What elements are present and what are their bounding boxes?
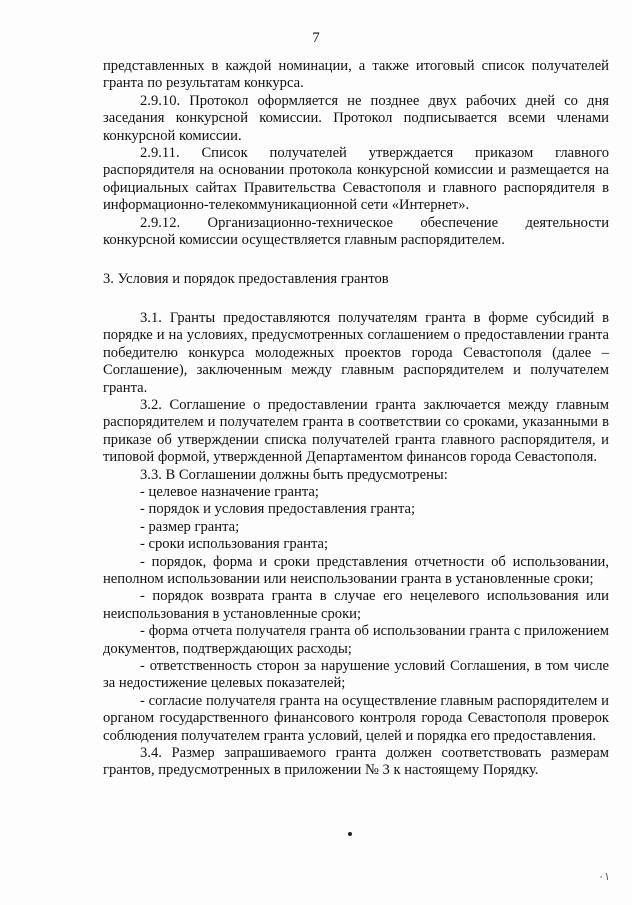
list-item: - порядок и условия предоставления гранта; [140,501,416,518]
paragraph-3-2: 3.2. Соглашение о предоставлении гранта заключается между главным распорядителем и получателем гранта в соответствии со сроками, указанными в приказе об утверждении списка получателей гранта главного распорядителя, и типовой формой, утвержденной Департаментом финансов города Севастополя. [103,396,609,466]
list-item: - целевое назначение гранта; [140,483,319,500]
list-item: - согласие получателя гранта на осуществление главным распорядителем и органом государственного финансового контроля города Севастополя проверок соблюдения получателем гранта условий, целей и порядка его предоставления. [103,692,609,744]
paragraph-2-9-10: 2.9.10. Протокол оформляется не позднее двух рабочих дней со дня заседания конкурсной комиссии. Протокол подписывается всеми членами конкурсной комиссии. [103,92,609,144]
list-item: - порядок, форма и сроки представления отчетности об использовании, неполном использовании или неиспользовании гранта в установленные сроки; [103,553,609,587]
list-item: - порядок возврата гранта в случае его нецелевого использования или неиспользования в установленные сроки; [103,588,609,622]
paragraph-3-1: 3.1. Гранты предоставляются получателям гранта в форме субсидий в порядке и на условиях, предусмотренных соглашением о предоставлении гранта победителю конкурса молодежных проектов города Севастополя (далее – Соглашение), заключенным между главным распорядителем и получателем гранта. [103,309,609,396]
paragraph-2-9-12: 2.9.12. Организационно-техническое обеспечение деятельности конкурсной комиссии осуществляется главным распорядителем. [103,214,609,249]
corner-mark: ۰۱ [598,871,610,883]
paragraph-continuation: представленных в каждой номинации, а также итоговый список получателей гранта по результатам конкурса. [103,58,609,92]
section-heading: 3. Условия и порядок предоставления грантов [103,271,389,288]
list-item: - форма отчета получателя гранта об использовании гранта с приложением документов, подтверждающих расходы; [103,623,609,657]
paragraph-2-9-11: 2.9.11. Список получателей утверждается приказом главного распорядителя на основании протокола конкурсной комиссии и размещается на официальных сайтах Правительства Севастополя и главного распорядителя в информационно-телекоммуникационной сети «Интернет». [103,145,609,214]
document-body [103,58,609,780]
list-item: - сроки использования гранта; [140,536,329,553]
ink-dot-mark [348,832,352,836]
paragraph-3-3: 3.3. В Соглашении должны быть предусмотрены: [140,466,448,483]
list-item: - ответственность сторон за нарушение условий Соглашения, в том числе за недостижение целевых показателей; [103,658,609,692]
list-item: - размер гранта; [140,518,240,535]
paragraph-3-4: 3.4. Размер запрашиваемого гранта должен соответствовать размерам грантов, предусмотренных в приложении № 3 к настоящему Порядку. [103,745,609,779]
page-number: 7 [312,30,320,46]
